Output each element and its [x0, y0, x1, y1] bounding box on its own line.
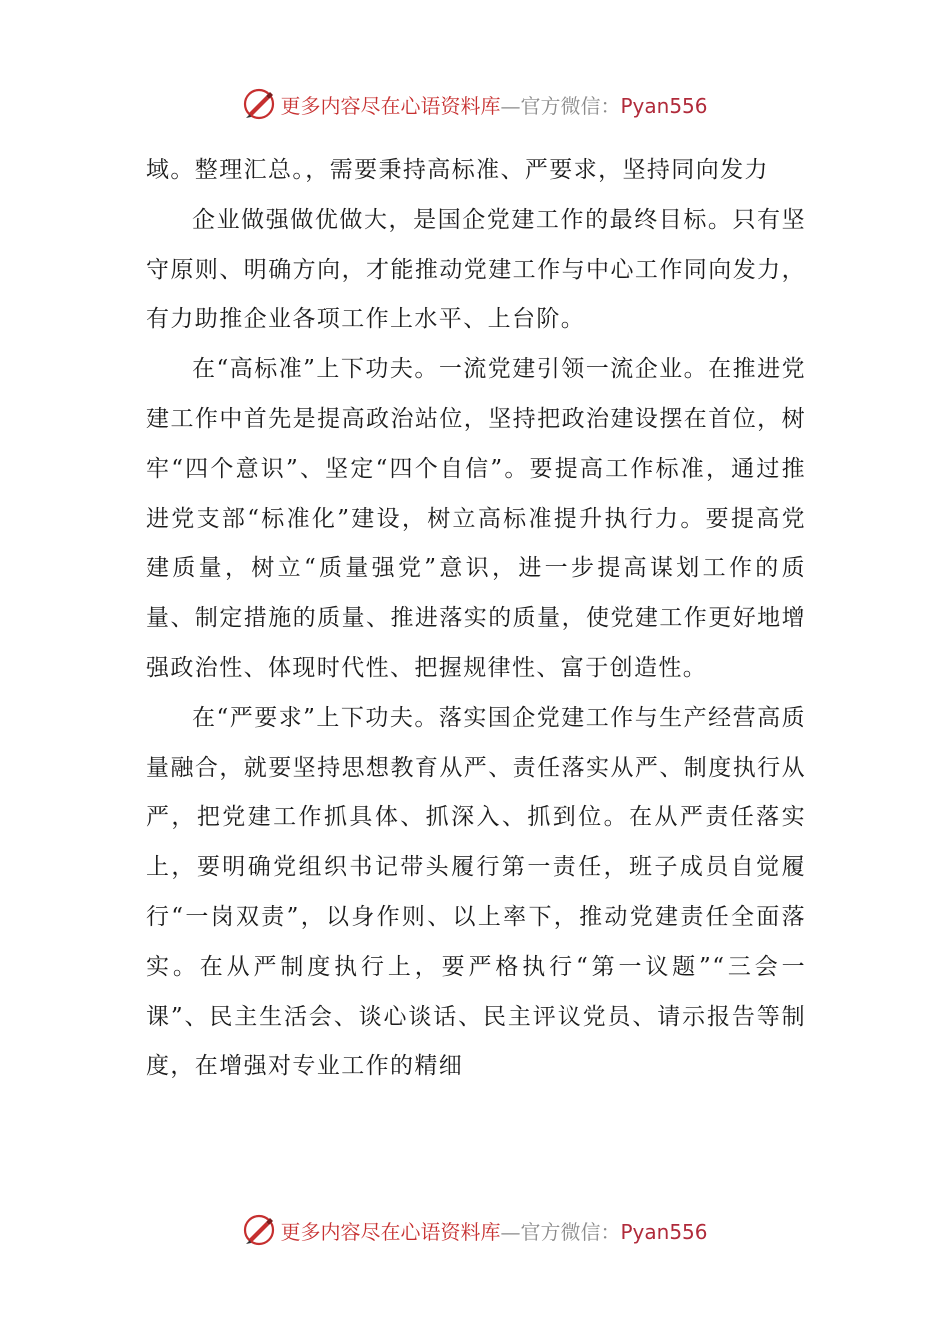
paragraph: 企业做强做优做大，是国企党建工作的最终目标。只有坚守原则、明确方向，才能推动党建工作与中心工作同向发力，有力助推企业各项工作上水平、上台阶。 — [146, 206, 806, 333]
pen-logo-icon — [242, 87, 276, 121]
banner-site-name: 更多内容尽在心语资料库 — [280, 1219, 501, 1244]
paragraph-continued: 域。整理汇总。，需要秉持高标准、严要求，坚持同向发力 — [146, 157, 769, 183]
banner-text — [280, 90, 707, 119]
banner-text — [280, 1216, 707, 1245]
paragraph: 在“严要求”上下功夫。落实国企党建工作与生产经营高质量融合，就要坚持思想教育从严、责任落实从严、制度执行从严，把党建工作抓具体、抓深入、抓到位。在从严责任落实上，要明确党组织书记带头履行第一责任，班子成员自觉履行“一岗双责”，以身作则、以上率下，推动党建责任全面落实。在从严制度执行上，要严格执行“第一议题”“三会一课”、民主生活会、谈心谈话、民主评议党员、请示报告等制度，在增强对专业工作的精细 — [146, 704, 806, 1080]
header-banner — [0, 82, 950, 126]
banner-wechat-label: 官方微信： — [520, 1219, 621, 1244]
banner-wechat-label: 官方微信： — [520, 93, 621, 118]
banner-dash: — — [500, 93, 521, 118]
document-body — [146, 146, 806, 1092]
footer-banner — [0, 1208, 950, 1252]
banner-wechat-id: Pyan556 — [620, 1219, 708, 1244]
banner-dash: — — [500, 1219, 521, 1244]
pen-logo-icon — [242, 1213, 276, 1247]
paragraph: 在“高标准”上下功夫。一流党建引领一流企业。在推进党建工作中首先是提高政治站位，坚持把政治建设摆在首位，树牢“四个意识”、坚定“四个自信”。要提高工作标准，通过推进党支部“标准化”建设，树立高标准提升执行力。要提高党建质量，树立“质量强党”意识，进一步提高谋划工作的质量、制定措施的质量、推进落实的质量，使党建工作更好地增强政治性、体现时代性、把握规律性、富于创造性。 — [146, 356, 806, 681]
banner-site-name: 更多内容尽在心语资料库 — [280, 93, 501, 118]
banner-wechat-id: Pyan556 — [620, 93, 708, 118]
